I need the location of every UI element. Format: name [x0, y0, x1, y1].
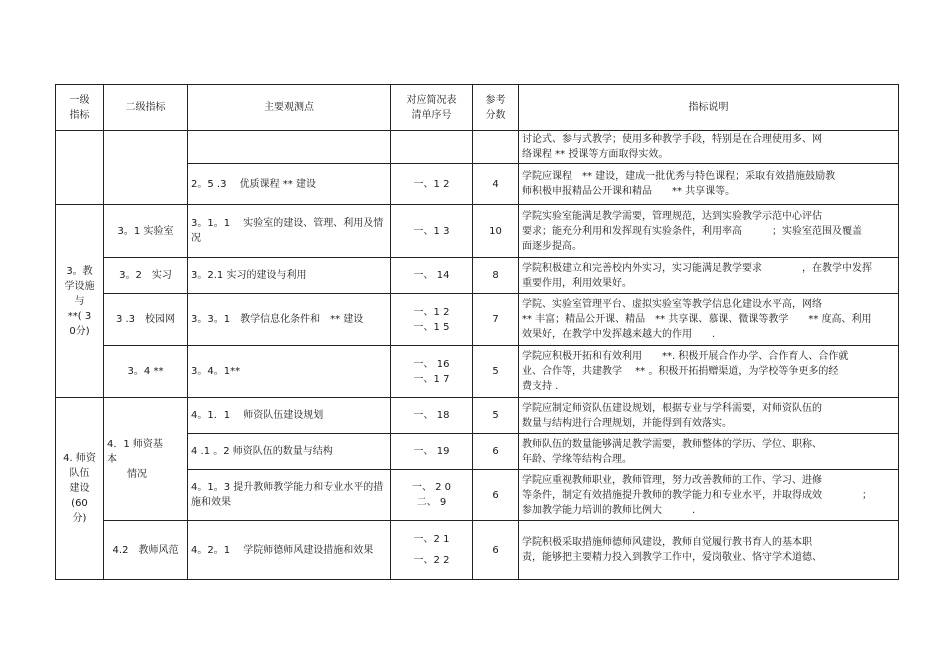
observation-cell: 4。1。3 提升教师教学能力和专业水平的措施和效果	[188, 470, 391, 521]
description-line: 费支持 .	[522, 381, 559, 392]
obs-cell-empty	[188, 131, 391, 164]
score-cell: 6	[473, 521, 519, 580]
description-cell	[519, 205, 899, 258]
score-cell: 7	[473, 294, 519, 346]
level1-line: 学设施	[64, 280, 95, 292]
level1-line: 建设	[69, 483, 90, 494]
description-line: 年龄、学缘等结构合理。	[522, 453, 632, 465]
header-level1	[56, 85, 104, 131]
header-reference	[391, 85, 473, 131]
level2-cell: 3。4 **	[104, 346, 188, 398]
table-row	[56, 258, 899, 294]
description-line: 学院应制定师资队伍建设规划，根据专业与学科需要，对师资队伍的	[522, 402, 822, 414]
level1-line: 分)	[72, 513, 87, 524]
level1-cell	[56, 398, 104, 580]
observation-cell: 3。1。1 实验室的建设、管理、利用及情况	[188, 205, 391, 258]
table-header-row	[56, 85, 899, 131]
reference-line: 一、2 1	[413, 534, 450, 545]
level1-line: 队伍	[69, 468, 90, 479]
observation-cell: 4。2。1 学院师德师风建设措施和效果	[188, 521, 391, 580]
reference-line: 一、 2 0	[411, 482, 452, 493]
level1-line: 与	[74, 295, 85, 307]
description-line: 讨论式、参与式教学；使用多种教学手段，特别是在合理使用多、网	[522, 134, 822, 145]
description-line: ** 丰富；精品公开课、精品 ** 共享课、慕课、微课等教学 ** 度高、利用	[522, 314, 872, 325]
description-line: 面逐步提高。	[522, 240, 582, 252]
level2-cell: 3。2 实习	[104, 258, 188, 294]
score-cell: 6	[473, 434, 519, 470]
description-line: 师积极申报精品公开课和精品 ** 共享课等。	[522, 186, 736, 197]
description-cell	[519, 258, 899, 294]
description-line: 学院实验室能满足教学需要，管理规范，达到实验教学示范中心评估	[522, 210, 822, 222]
level1-line: (60	[71, 498, 88, 509]
description-cell	[519, 434, 899, 470]
description-line: 业、合作等，共建教学 ** 。积极开拓捐赠渠道，为学校等争更多的经	[522, 366, 839, 377]
reference-cell	[391, 470, 473, 521]
header-score	[473, 85, 519, 131]
level1-line: **( 3	[67, 310, 92, 322]
description-line: 学院应课程 ** 建设，建成一批优秀与特色课程；采取有效措施鼓励教	[522, 171, 836, 182]
observation-cell: 3。2.1 实习的建设与利用	[188, 258, 391, 294]
level2-line: 情况	[107, 468, 147, 480]
score-cell: 8	[473, 258, 519, 294]
description-line: 学院、实验室管理平台、虚拟实验室等教学信息化建设水平高，网络	[522, 299, 822, 310]
score-cell: 4	[473, 164, 519, 205]
header-ref-line: 清单序号	[411, 109, 452, 121]
level2-line: 本	[107, 453, 117, 465]
reference-line: 一、1 7	[413, 373, 450, 385]
observation-cell: 3。3。1 教学信息化条件和 ** 建设	[188, 294, 391, 346]
level2-cell: 3。1 实验室	[104, 205, 188, 258]
header-score-line: 参考	[485, 94, 506, 106]
observation-cell: 4。1．1 师资队伍建设规划	[188, 398, 391, 434]
description-cell	[519, 398, 899, 434]
table-row	[56, 205, 899, 258]
reference-line: 二、 9	[416, 497, 447, 508]
header-score-line: 分数	[485, 109, 506, 121]
observation-cell: 2。5 .3 优质课程 ** 建设	[188, 164, 391, 205]
description-line: 责，能够把主要精力投入到教学工作中，爱岗敬业、恪守学术道德、	[522, 552, 822, 563]
score-cell: 6	[473, 470, 519, 521]
score-cell-empty	[473, 131, 519, 164]
table-row	[56, 294, 899, 346]
reference-line: 一、1 5	[413, 321, 450, 333]
description-line: 等条件，制定有效措施提升教师的教学能力和专业水平，并取得成效 ；	[522, 489, 872, 501]
header-level2: 二级指标	[104, 85, 188, 131]
reference-cell: 一、 19	[391, 434, 473, 470]
reference-cell	[391, 521, 473, 580]
description-line: 要求；能充分利用和发挥现有实验条件，利用率高 ；实验室范围及覆盖	[522, 225, 862, 237]
level1-cell-empty	[56, 131, 104, 205]
score-cell: 10	[473, 205, 519, 258]
header-level1-line: 指标	[69, 109, 90, 121]
description-line: 参加教学能力培训的教师比例大 .	[522, 504, 696, 516]
reference-cell: 一、 18	[391, 398, 473, 434]
description-line: 络课程 ** 授课等方面取得实效。	[522, 149, 669, 160]
observation-cell: 4 .1 。2 师资队伍的数量与结构	[188, 434, 391, 470]
level2-cell: 4.2 教师风范	[104, 521, 188, 580]
description-cell	[519, 131, 899, 164]
level2-cell-empty	[104, 131, 188, 205]
table-row	[56, 346, 899, 398]
description-cell	[519, 521, 899, 580]
level1-line: 3。教	[66, 265, 93, 277]
description-cell	[519, 346, 899, 398]
observation-cell: 3。4。1**	[188, 346, 391, 398]
description-line: 学院应重视教师职业，教师管理，努力改善教师的工作、学习、进修	[522, 474, 822, 486]
reference-cell: 一、1 3	[391, 205, 473, 258]
description-cell	[519, 470, 899, 521]
reference-cell: 一、1 2	[391, 164, 473, 205]
score-cell: 5	[473, 398, 519, 434]
header-observation: 主要观测点	[188, 85, 391, 131]
reference-line: 一、2 2	[413, 555, 450, 566]
description-cell	[519, 294, 899, 346]
level1-cell	[56, 205, 104, 398]
indicator-table	[55, 84, 899, 580]
reference-cell	[391, 294, 473, 346]
level2-line: 4．1 师资基	[107, 438, 163, 450]
level2-cell	[104, 398, 188, 521]
header-description: 指标说明	[519, 85, 899, 131]
reference-line: 一、 16	[413, 358, 450, 370]
table-row	[56, 398, 899, 434]
description-line: 重要作用，利用效果好。	[522, 277, 632, 289]
description-line: 学院应积极开拓和有效利用 **. 积极开展合作办学、合作育人、合作就	[522, 351, 849, 362]
header-level1-line: 一级	[69, 94, 90, 106]
reference-cell: 一、 14	[391, 258, 473, 294]
description-line: 教师队伍的数量能够满足教学需要，教师整体的学历、学位、职称、	[522, 438, 822, 450]
description-line: 效果好，在教学中发挥越来越大的作用 .	[522, 329, 716, 340]
level1-line: 4. 师资	[63, 453, 96, 464]
ref-cell-empty	[391, 131, 473, 164]
description-line: 数量与结构进行合理规划，并能得到有效落实。	[522, 417, 732, 429]
reference-line: 一、1 2	[413, 306, 450, 318]
header-ref-line: 对应简况表	[406, 94, 457, 106]
reference-cell	[391, 346, 473, 398]
table-row	[56, 131, 899, 164]
level1-line: 0分)	[69, 325, 90, 337]
score-cell: 5	[473, 346, 519, 398]
level2-cell: 3 .3 校园网	[104, 294, 188, 346]
description-line: 学院积极采取措施师德师风建设，教师自觉履行教书育人的基本职	[522, 537, 812, 548]
description-line: 学院积极建立和完善校内外实习，实习能满足教学要求 ，在教学中发挥	[522, 262, 872, 274]
description-cell	[519, 164, 899, 205]
table-row	[56, 521, 899, 580]
